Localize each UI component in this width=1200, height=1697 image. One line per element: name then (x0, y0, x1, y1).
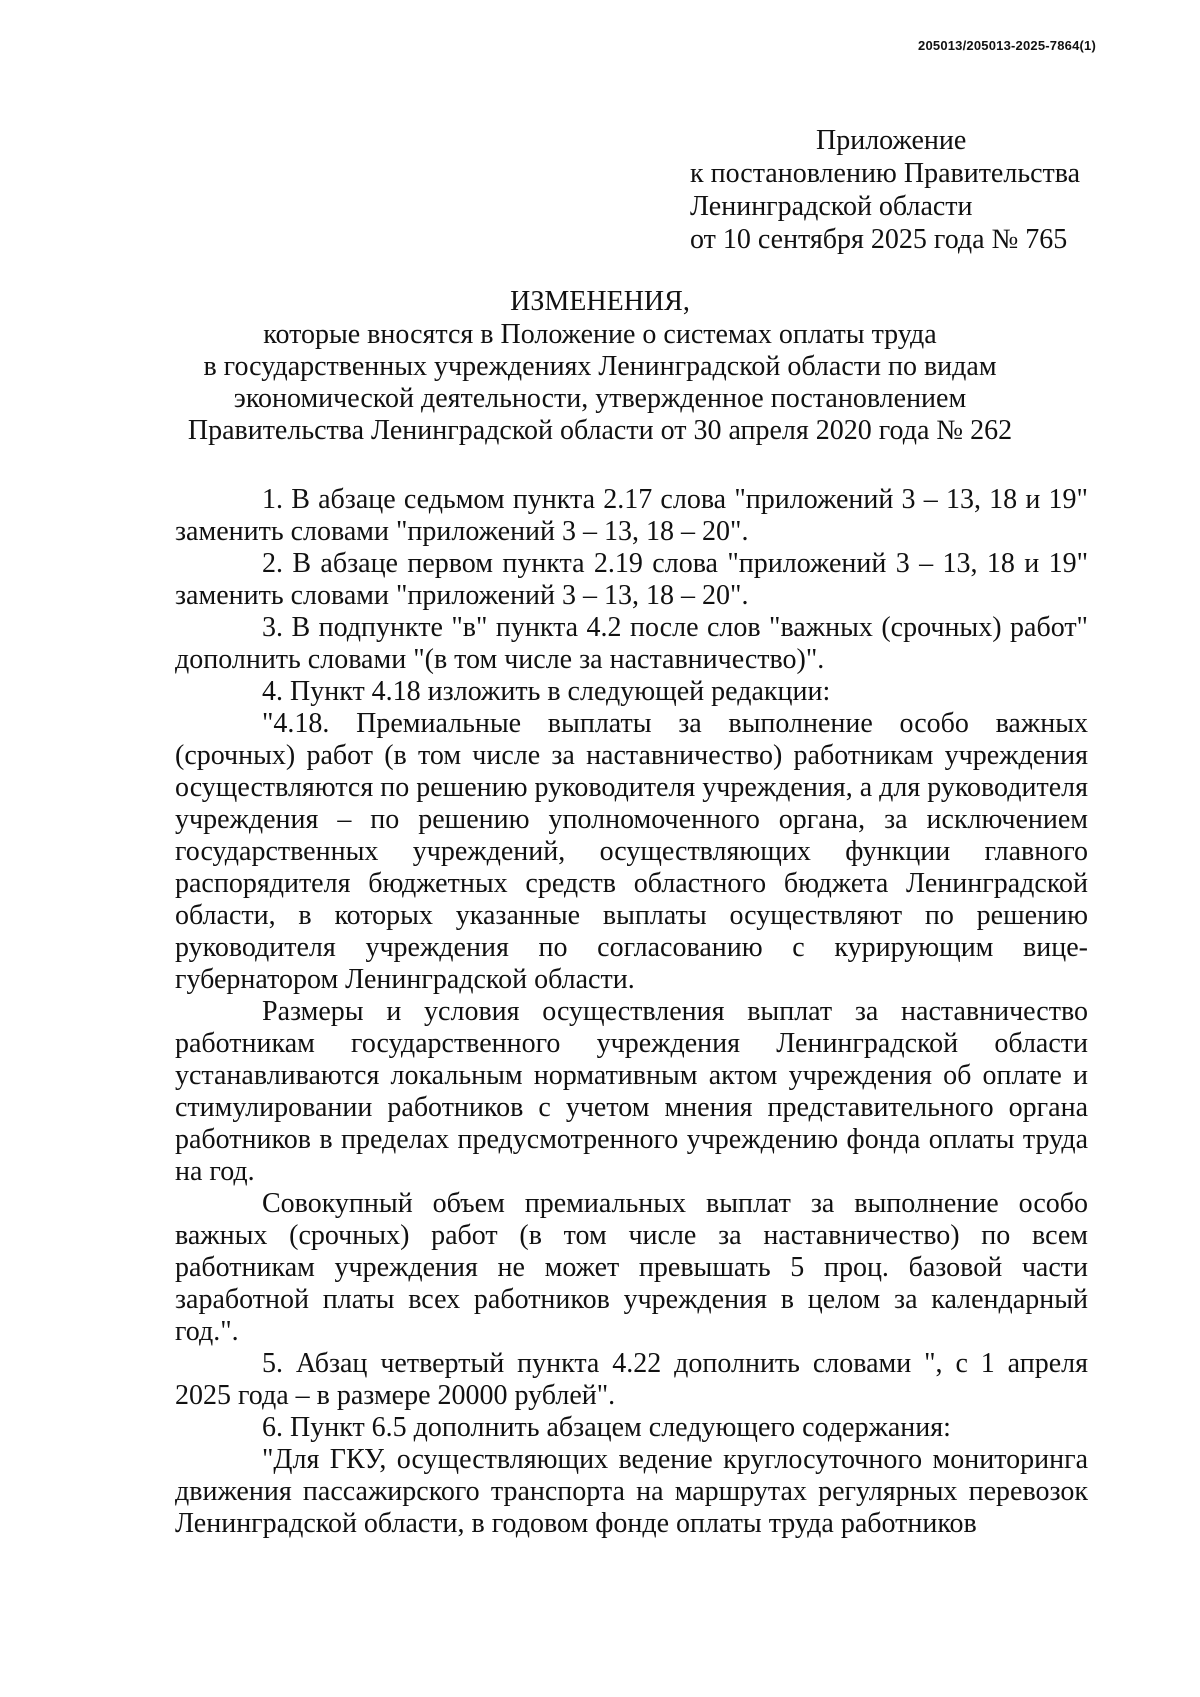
document-id: 205013/205013-2025-7864(1) (918, 38, 1096, 53)
paragraph-item-4: 4. Пункт 4.18 изложить в следующей редакции: (262, 676, 831, 707)
paragraph-mentoring-conditions: Размеры и условия осуществления выплат за наставничество работникам государственного учреждения Ленинградской области устанавливаются локальным нормативным актом учреждения об оплате и стимулировании работников с учетом мнения представительного органа работников в пределах предусмотренного учреждению фонда оплаты труда на год. (175, 996, 1088, 1187)
heading-line: Правительства Ленинградской области от 30 апреля 2020 года № 262 (187, 415, 1013, 446)
heading-line: которые вносятся в Положение о системах оплаты труда (263, 319, 937, 350)
heading-title: ИЗМЕНЕНИЯ, (510, 286, 690, 317)
paragraph-item-6: 6. Пункт 6.5 дополнить абзацем следующего содержания: (262, 1412, 951, 1443)
appendix-title: Приложение (816, 125, 967, 156)
document-heading (160, 286, 1040, 447)
appendix-line: от 10 сентября 2025 года № 765 (690, 224, 1068, 255)
paragraph-gku-text: "Для ГКУ, осуществляющих ведение круглосуточного мониторинга движения пассажирского транспорта на маршрутах регулярных перевозок Ленинградской области, в годовом фонде оплаты труда работников (175, 1444, 1088, 1539)
heading-line: экономической деятельности, утвержденное постановлением (233, 383, 967, 414)
paragraph-total-volume: Совокупный объем премиальных выплат за выполнение особо важных (срочных) работ (в том числе за наставничество) по всем работникам учреждения не может превышать 5 проц. базовой части заработной платы всех работников учреждения в целом за календарный год.". (175, 1188, 1088, 1347)
paragraph-item-5: 5. Абзац четвертый пункта 4.22 дополнить словами ", с 1 апреля 2025 года – в размере 20000 рублей". (175, 1348, 1088, 1411)
appendix-line: к постановлению Правительства (690, 158, 1081, 189)
paragraph-item-2: 2. В абзаце первом пункта 2.19 слова "приложений 3 – 13, 18 и 19" заменить словами "приложений 3 – 13, 18 – 20". (175, 548, 1088, 611)
heading-line: в государственных учреждениях Ленинградской области по видам (203, 351, 997, 382)
appendix-block (690, 124, 1080, 256)
paragraph-item-3: 3. В подпункте "в" пункта 4.2 после слов "важных (срочных) работ" дополнить словами "(в том числе за наставничество)". (175, 612, 1088, 675)
paragraph-item-1: 1. В абзаце седьмом пункта 2.17 слова "приложений 3 – 13, 18 и 19" заменить словами "приложений 3 – 13, 18 – 20". (175, 484, 1088, 547)
document-body (175, 484, 1088, 1540)
paragraph-quote-4-18: "4.18. Премиальные выплаты за выполнение особо важных (срочных) работ (в том числе за наставничество) работникам учреждения осуществляются по решению руководителя учреждения, а для руководителя учреждения – по решению уполномоченного органа, за исключением государственных учреждений, осуществляющих функции главного распорядителя бюджетных средств областного бюджета Ленинградской области, в которых указанные выплаты осуществляют по решению руководителя учреждения по согласованию с курирующим вице-губернатором Ленинградской области. (175, 708, 1088, 995)
appendix-line: Ленинградской области (690, 191, 973, 222)
